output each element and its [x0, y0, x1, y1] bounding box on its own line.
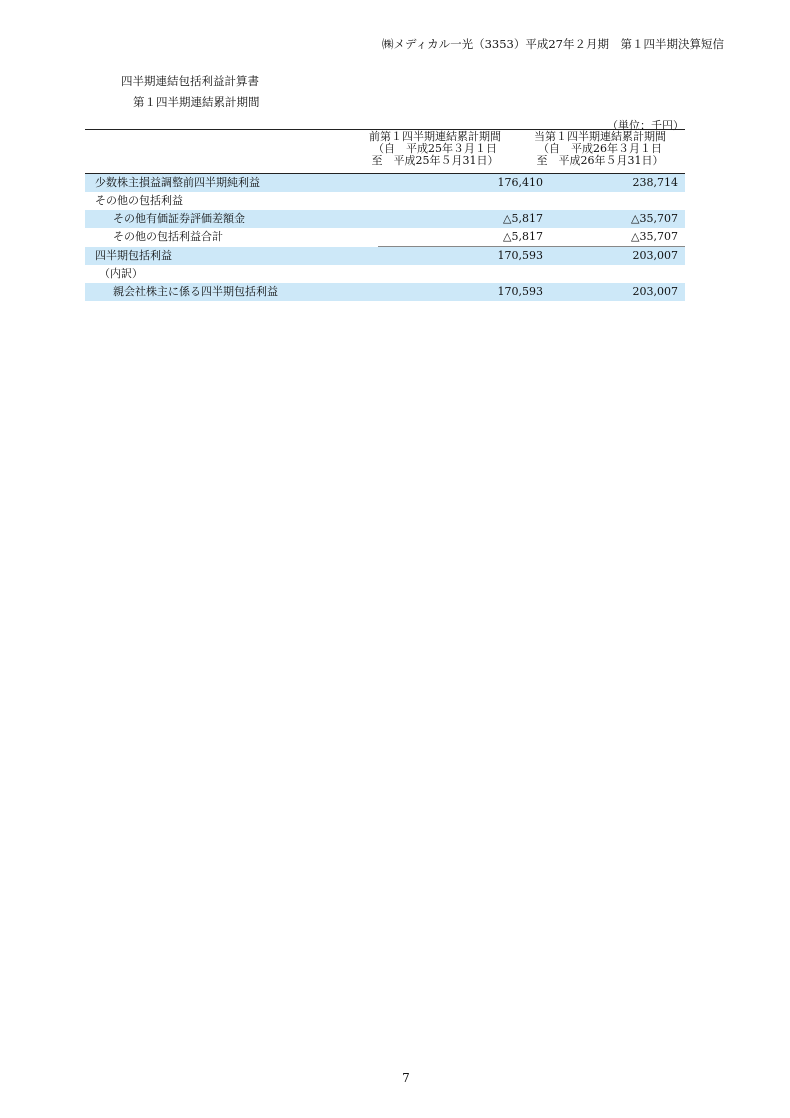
row-label: 少数株主損益調整前四半期純利益 [85, 174, 378, 192]
prev-value: 170,593 [378, 247, 548, 266]
row-label: （内訳） [99, 267, 143, 280]
table-row [85, 210, 685, 228]
column-header-line: 前第１四半期連結累計期間 [369, 130, 501, 143]
column-header-prev [355, 131, 515, 167]
row-label: その他の包括利益 [95, 194, 183, 207]
company-header: ㈱メディカル一光（3353）平成27年２月期 第１四半期決算短信 [382, 37, 724, 51]
row-label: その他有価証券評価差額金 [85, 210, 378, 228]
curr-value: △35,707 [548, 210, 685, 228]
prev-value: △5,817 [503, 230, 543, 243]
prev-value: △5,817 [378, 210, 548, 228]
prev-value: 176,410 [378, 174, 548, 192]
table-row [85, 283, 685, 301]
column-header-curr [520, 131, 680, 167]
comprehensive-income-table [85, 174, 685, 301]
curr-value: 238,714 [548, 174, 685, 192]
curr-value: 203,007 [548, 283, 685, 301]
prev-value: 170,593 [378, 283, 548, 301]
table-row [85, 265, 685, 283]
prev-value [378, 265, 548, 283]
row-label: 親会社株主に係る四半期包括利益 [85, 283, 378, 301]
table-row [85, 192, 685, 210]
curr-value [548, 192, 685, 210]
column-header-line: （自 平成25年３月１日 [373, 142, 497, 155]
page-number: 7 [402, 1071, 410, 1085]
period-subtitle: 第１四半期連結累計期間 [133, 95, 260, 109]
curr-value: △35,707 [631, 230, 678, 243]
column-header-line: （自 平成26年３月１日 [538, 142, 662, 155]
table-row [85, 247, 685, 266]
unit-label: （単位：千円） [607, 119, 684, 132]
statement-title: 四半期連結包括利益計算書 [121, 74, 259, 88]
table-row [85, 174, 685, 192]
row-label: その他の包括利益合計 [113, 230, 223, 244]
column-header-line: 至 平成25年５月31日） [371, 154, 499, 167]
curr-value: 203,007 [548, 247, 685, 266]
table-row [85, 228, 685, 247]
curr-value [548, 265, 685, 283]
column-header-line: 至 平成26年５月31日） [536, 154, 664, 167]
column-header-line: 当第１四半期連結累計期間 [534, 130, 666, 143]
row-label: 四半期包括利益 [85, 247, 378, 266]
prev-value [378, 192, 548, 210]
